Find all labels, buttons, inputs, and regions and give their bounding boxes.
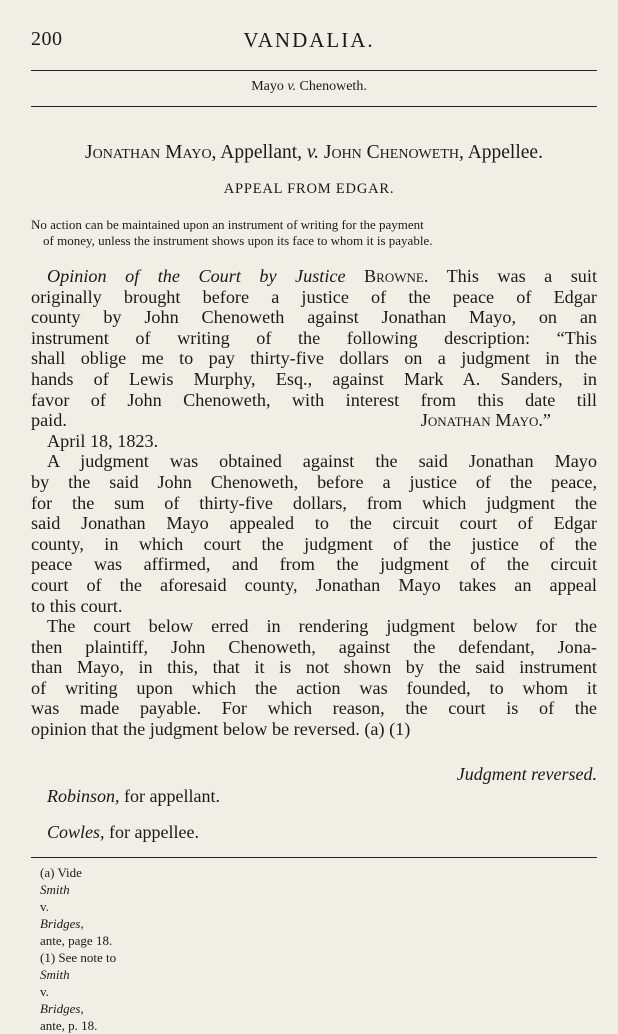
caption-versus: v.	[287, 79, 297, 94]
opinion-line-signature: paid. Jonathan Mayo.”	[31, 410, 597, 431]
paragraph-3-line: opinion that the judgment below be reversed. (a) (1)	[31, 719, 411, 740]
headnote-line: of money, unless the instrument shows upon its face to whom it is payable.	[43, 233, 433, 248]
instrument-signature: Jonathan Mayo.”	[420, 410, 551, 431]
footnote-1: (1) See note to Smith v. Bridges, ante, p. 18.	[40, 950, 117, 1033]
appeal-from-heading: APPEAL FROM EDGAR.	[223, 181, 395, 197]
paragraph-2-line: peace was affirmed, and from the judgment of the circuit	[31, 554, 597, 575]
paragraph-3-line: The court below erred in rendering judgment below for the	[47, 616, 597, 637]
case-caption	[0, 79, 618, 95]
paragraph-3-line: was made payable. For which reason, the court is of the	[31, 698, 597, 719]
appellee-counsel-text: for appellee.	[109, 822, 199, 842]
footnotes	[40, 864, 600, 1034]
opinion-text	[31, 266, 597, 740]
opinion-line: favor of John Chenoweth, with interest from this date till	[31, 389, 597, 410]
paragraph-3-line: then plaintiff, John Chenoweth, against the defendant, Jona-	[31, 636, 597, 657]
opinion-intro: Opinion of the Court by Justice	[47, 266, 346, 286]
opinion-line: shall oblige me to pay thirty-five dollars on a judgment in the	[31, 348, 597, 369]
headnote	[31, 217, 597, 249]
running-title: VANDALIA.	[243, 28, 375, 52]
paragraph-2-line: A judgment was obtained against the said Jonathan Mayo	[47, 451, 597, 472]
paragraph-2-line: for the sum of thirty-five dollars, from which judgment the	[31, 492, 597, 513]
case-title	[31, 142, 597, 164]
judgment-line	[31, 764, 597, 785]
instrument-date: April 18, 1823.	[47, 430, 159, 451]
case-versus: v.	[306, 142, 319, 163]
paragraph-3-line: than Mayo, in this, that it is not shown by the said instrument	[31, 657, 597, 678]
headnote-line: No action can be maintained upon an instrument of writing for the payment	[31, 217, 424, 232]
footnote-a: (a) Vide Smith v. Bridges, ante, page 18.	[40, 865, 113, 948]
judgment-text: Judgment reversed.	[456, 764, 597, 784]
opinion-line: originally brought before a justice of the peace of Edgar	[31, 286, 597, 307]
paragraph-2-line: court of the aforesaid county, Jonathan Mayo takes an appeal	[31, 574, 597, 595]
appellee-counsel-name: Cowles,	[47, 822, 105, 842]
justice-name: Browne.	[364, 266, 429, 286]
appellant-counsel-text: for appellant.	[124, 786, 220, 806]
page-number: 200	[31, 28, 63, 50]
opinion-line: instrument of writing of the following description: “This	[31, 327, 597, 348]
page-header	[0, 28, 618, 54]
footnote-rule	[31, 857, 597, 858]
opinion-first-line: Opinion of the Court by Justice Browne. This was a suit	[47, 266, 598, 286]
appellant-role: Appellant,	[220, 142, 303, 163]
opinion-line: county by John Chenoweth against Jonathan Mayo, on an	[31, 307, 597, 328]
appellant-counsel-name: Robinson,	[47, 786, 120, 806]
appellee-name: John Chenoweth,	[323, 142, 464, 163]
paragraph-2-line: said Jonathan Mayo appealed to the circuit court of Edgar	[31, 513, 597, 534]
counsel-appellant	[47, 786, 220, 807]
caption-defendant: Chenoweth.	[299, 79, 367, 94]
opinion-line: hands of Lewis Murphy, Esq., against Mark A. Sanders, in	[31, 368, 597, 389]
paragraph-2-line: to this court.	[31, 595, 123, 616]
paragraph-2-line: by the said John Chenoweth, before a justice of the peace,	[31, 471, 597, 492]
counsel-appellee	[47, 822, 199, 843]
header-rule-top	[31, 70, 597, 71]
caption-plaintiff: Mayo	[251, 79, 284, 94]
paragraph-3-line: of writing upon which the action was founded, to whom it	[31, 677, 597, 698]
appellee-role: Appellee.	[467, 142, 543, 163]
appellant-name: Jonathan Mayo,	[85, 142, 217, 163]
header-rule-bottom	[31, 106, 597, 107]
paragraph-2-line: county, in which court the judgment of the justice of the	[31, 533, 597, 554]
